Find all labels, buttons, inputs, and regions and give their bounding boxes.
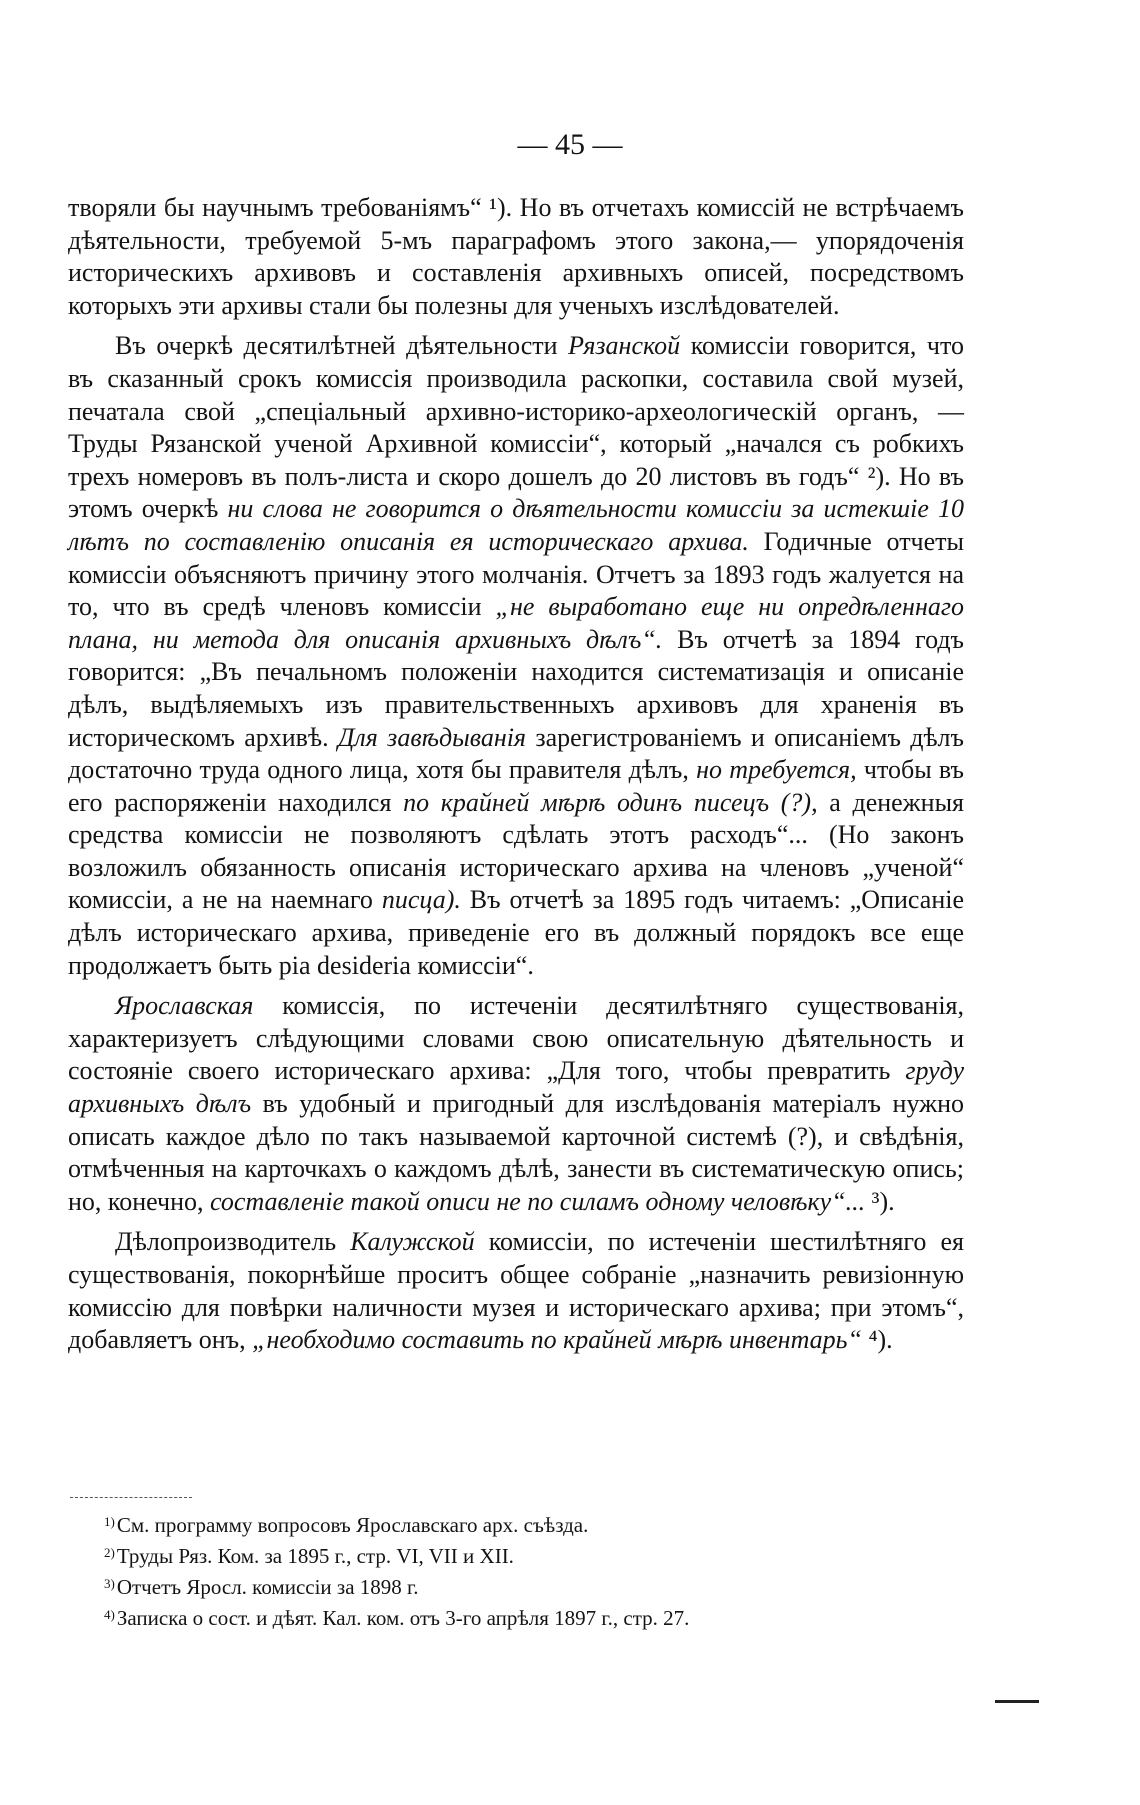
paragraph <box>68 192 964 322</box>
italic-run: составленіе такой описи не по силамъ одному человѣку“... <box>210 1186 866 1216</box>
text-run: Въ отчетѣ за 1895 годъ читаемъ: „Описаніе дѣлъ историческаго архива, приведеніе его въ должный порядокъ все еще продолжаетъ быть pia desideria комиссіи“. <box>68 885 964 980</box>
footnote <box>104 1570 944 1601</box>
footnote-text: Отчетъ Яросл. комиссіи за 1898 г. <box>116 1575 419 1599</box>
footnote <box>104 1601 944 1632</box>
footnote-text: См. программу вопросовъ Ярославскаго арх. съѣзда. <box>116 1513 589 1537</box>
text-run: творяли бы научнымъ требованіямъ“ ¹). Но въ отчетахъ комиссій не встрѣчаемъ дѣятельности, требуемой 5-мъ параграфомъ этого закона,— упорядоченія историческихъ архивовъ и составленія архивныхъ описей, посредствомъ которыхъ эти архивы стали бы полезны для ученыхъ изслѣдователей. <box>68 193 964 320</box>
text-run: зарегистрованіемъ и описаніемъ дѣлъ достаточно труда одного лица, хотя бы правителя дѣлъ, <box>68 722 964 785</box>
text-run: ³). <box>865 1186 895 1216</box>
italic-run: Калужской <box>350 1227 475 1257</box>
footnotes <box>104 1508 944 1632</box>
footnote-mark: 4) <box>104 1607 115 1622</box>
text-run: Годичные отчеты комиссіи объясняютъ причину этого молчанія. Отчетъ за 1893 годъ жалуется на то, что въ средѣ членовъ комиссіи <box>68 526 964 622</box>
footnote <box>104 1539 944 1570</box>
text-run: комиссія, по истеченіи десятилѣтняго существованія, характеризуетъ слѣдующими словами свою описательную дѣятельность и состояніе своего историческаго архива: „Для того, чтобы превратить <box>68 991 964 1086</box>
footnote-mark: 2) <box>104 1545 115 1560</box>
text-run: чтобы въ его распоряженіи находился <box>68 755 964 817</box>
text-run: а денежныя средства комиссіи не позволяютъ сдѣлать этотъ расходъ“... (Но законъ возложилъ обязанность описанія историческаго архива на членовъ „ученой“ комиссіи, а не на наемнаго <box>68 787 964 915</box>
footnote-divider <box>70 1497 192 1498</box>
body-text <box>68 192 964 1357</box>
text-run: комиссіи говорится, что въ сказанный срокъ комиссія производила раскопки, составила свой музей, печатала свой „спеціальный архивно-историко-археологическій органъ, — Труды Рязанской ученой Архивной комиссіи“, который „начался съ робкихъ трехъ номеровъ въ полъ-листа и скоро дошелъ до 20 листовъ въ годъ“ ²). Но въ этомъ очеркѣ <box>68 331 964 524</box>
footnote <box>104 1508 944 1539</box>
footnote-mark: 3) <box>104 1576 115 1591</box>
footnote-mark: 1) <box>104 1514 115 1529</box>
paragraph <box>68 330 964 982</box>
text-run: Въ отчетѣ за 1894 годъ говорится: „Въ печальномъ положеніи находится систематизація и описаніе дѣлъ, выдѣляемыхъ изъ правительственныхъ архивовъ для храненія въ историческомъ архивѣ. <box>68 624 964 752</box>
footnote-text: Труды Ряз. Ком. за 1895 г., стр. VI, VII и XII. <box>116 1544 514 1568</box>
italic-run: Рязанской <box>568 331 681 361</box>
footnote-text: Записка о сост. и дѣят. Кал. ком. отъ 3-го апрѣля 1897 г., стр. 27. <box>116 1606 690 1630</box>
scan-mark <box>995 1700 1039 1703</box>
italic-run: по крайней мѣрѣ одинъ писецъ (?), <box>403 787 818 817</box>
italic-run: „не выработано еще ни опредѣленнаго плана, ни метода для описанія архивныхъ дѣлъ“. <box>68 592 964 654</box>
italic-run: „необходимо составить по крайней мѣрѣ инвентарь“ <box>252 1325 862 1355</box>
text-run: комиссіи, по истеченіи шестилѣтняго ея существованія, покорнѣйше проситъ общее собраніе „назначить ревизіонную комиссію для повѣрки наличности музея и историческаго архива; при этомъ“, добавляетъ онъ, <box>68 1227 964 1355</box>
italic-run: ни слова не говорится о дѣятельности комиссіи за истекшіе 10 лѣтъ по составленію описанія ея историческаго архива. <box>68 494 964 556</box>
text-run: въ удобный и пригодный для изслѣдованія матеріалъ нужно описать каждое дѣло по такъ называемой карточной системѣ (?), и свѣдѣнія, отмѣченныя на карточкахъ о каждомъ дѣлѣ, занести въ систематическую опись; но, конечно, <box>68 1089 964 1216</box>
page-number: — 45 — <box>517 128 623 161</box>
italic-run: груду архивныхъ дѣлъ <box>68 1056 964 1119</box>
text-run: ⁴). <box>861 1325 893 1355</box>
paragraph <box>68 990 964 1218</box>
italic-run: Ярославская <box>115 991 254 1021</box>
italic-run: Для завѣдыванія <box>337 722 527 752</box>
paragraph <box>68 1226 964 1356</box>
italic-run: писца). <box>381 885 461 915</box>
text-run: Дѣлопроизводитель <box>115 1227 351 1257</box>
italic-run: но требуется, <box>696 755 857 785</box>
text-run: Въ очеркѣ десятилѣтней дѣятельности <box>115 331 569 361</box>
